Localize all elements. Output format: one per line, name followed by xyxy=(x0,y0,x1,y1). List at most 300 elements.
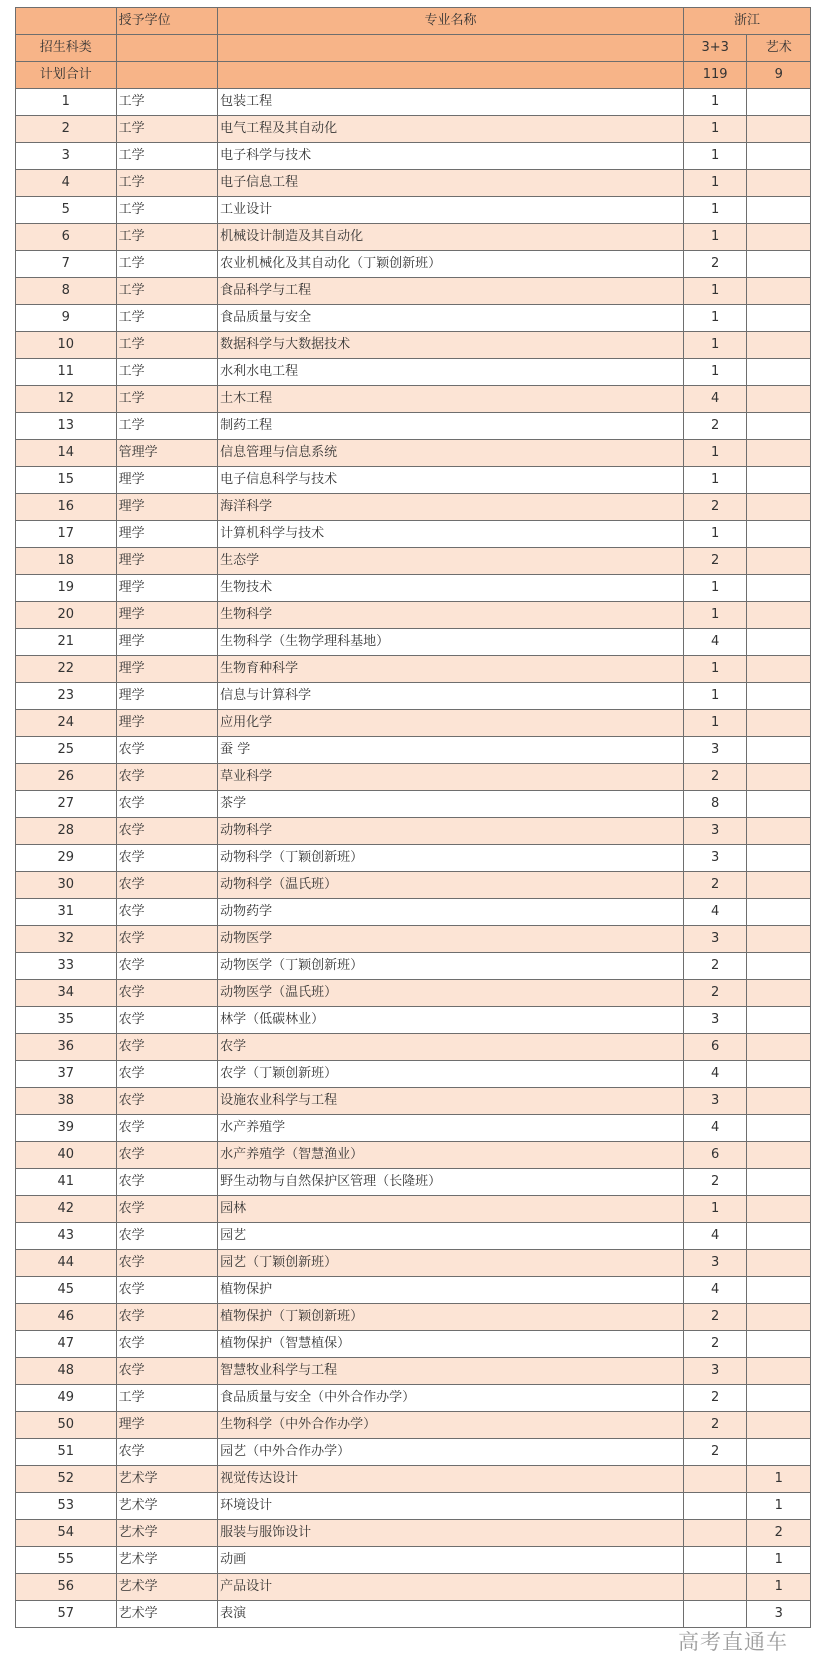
row-number-cell: 20 xyxy=(16,602,117,629)
row-degree-cell: 管理学 xyxy=(116,440,218,467)
row-major-cell: 食品科学与工程 xyxy=(218,278,684,305)
table-row xyxy=(16,1331,811,1358)
row-degree-cell: 工学 xyxy=(116,143,218,170)
table-row xyxy=(16,224,811,251)
row-zhejiang-count-cell: 4 xyxy=(683,1115,747,1142)
watermark-text: 高考直通车 xyxy=(678,1630,788,1654)
row-degree-cell: 农学 xyxy=(116,899,218,926)
row-art-count-cell xyxy=(747,899,811,926)
header-total-major-cell xyxy=(218,62,684,89)
row-number-cell: 54 xyxy=(16,1520,117,1547)
header-row-degree-major xyxy=(16,8,811,35)
row-zhejiang-count-cell xyxy=(683,1493,747,1520)
row-art-count-cell xyxy=(747,521,811,548)
row-degree-cell: 理学 xyxy=(116,710,218,737)
table-row xyxy=(16,143,811,170)
table-row xyxy=(16,818,811,845)
row-degree-cell: 工学 xyxy=(116,197,218,224)
row-major-cell: 制药工程 xyxy=(218,413,684,440)
row-major-cell: 植物保护 xyxy=(218,1277,684,1304)
table-row xyxy=(16,305,811,332)
row-art-count-cell xyxy=(747,656,811,683)
row-number-cell: 30 xyxy=(16,872,117,899)
row-number-cell: 49 xyxy=(16,1385,117,1412)
row-zhejiang-count-cell xyxy=(683,1574,747,1601)
row-number-cell: 2 xyxy=(16,116,117,143)
row-major-cell: 水利水电工程 xyxy=(218,359,684,386)
row-degree-cell: 农学 xyxy=(116,737,218,764)
row-number-cell: 52 xyxy=(16,1466,117,1493)
row-number-cell: 7 xyxy=(16,251,117,278)
row-art-count-cell xyxy=(747,278,811,305)
row-art-count-cell xyxy=(747,251,811,278)
table-row xyxy=(16,1277,811,1304)
row-degree-cell: 工学 xyxy=(116,413,218,440)
row-art-count-cell xyxy=(747,980,811,1007)
row-degree-cell: 工学 xyxy=(116,278,218,305)
table-row xyxy=(16,872,811,899)
row-art-count-cell xyxy=(747,926,811,953)
row-zhejiang-count-cell: 2 xyxy=(683,413,747,440)
table-row xyxy=(16,1088,811,1115)
table-row xyxy=(16,1115,811,1142)
row-art-count-cell xyxy=(747,1358,811,1385)
row-degree-cell: 农学 xyxy=(116,980,218,1007)
table-row xyxy=(16,89,811,116)
table-row xyxy=(16,953,811,980)
table-row xyxy=(16,980,811,1007)
row-major-cell: 茶学 xyxy=(218,791,684,818)
row-major-cell: 水产养殖学 xyxy=(218,1115,684,1142)
row-number-cell: 46 xyxy=(16,1304,117,1331)
row-degree-cell: 理学 xyxy=(116,683,218,710)
row-art-count-cell xyxy=(747,1115,811,1142)
row-art-count-cell xyxy=(747,332,811,359)
row-degree-cell: 农学 xyxy=(116,1304,218,1331)
row-art-count-cell xyxy=(747,494,811,521)
row-major-cell: 食品质量与安全 xyxy=(218,305,684,332)
row-degree-cell: 农学 xyxy=(116,1088,218,1115)
row-zhejiang-count-cell: 3 xyxy=(683,1250,747,1277)
row-degree-cell: 农学 xyxy=(116,1250,218,1277)
row-degree-cell: 理学 xyxy=(116,575,218,602)
row-number-cell: 56 xyxy=(16,1574,117,1601)
row-major-cell: 林学（低碳林业） xyxy=(218,1007,684,1034)
row-degree-cell: 工学 xyxy=(116,89,218,116)
row-zhejiang-count-cell xyxy=(683,1466,747,1493)
table-row xyxy=(16,845,811,872)
row-major-cell: 生物科学（生物学理科基地） xyxy=(218,629,684,656)
table-row xyxy=(16,1304,811,1331)
row-number-cell: 55 xyxy=(16,1547,117,1574)
row-art-count-cell xyxy=(747,1250,811,1277)
row-zhejiang-count-cell: 1 xyxy=(683,332,747,359)
row-major-cell: 动物医学（温氏班） xyxy=(218,980,684,1007)
row-major-cell: 生态学 xyxy=(218,548,684,575)
row-major-cell: 动物医学（丁颖创新班） xyxy=(218,953,684,980)
row-major-cell: 园林 xyxy=(218,1196,684,1223)
row-degree-cell: 艺术学 xyxy=(116,1493,218,1520)
row-degree-cell: 农学 xyxy=(116,1034,218,1061)
row-art-count-cell xyxy=(747,305,811,332)
row-zhejiang-count-cell: 4 xyxy=(683,1277,747,1304)
row-degree-cell: 艺术学 xyxy=(116,1466,218,1493)
row-major-cell: 电气工程及其自动化 xyxy=(218,116,684,143)
row-zhejiang-count-cell xyxy=(683,1547,747,1574)
table-row xyxy=(16,197,811,224)
row-degree-cell: 农学 xyxy=(116,1007,218,1034)
row-art-count-cell xyxy=(747,845,811,872)
row-zhejiang-count-cell: 1 xyxy=(683,143,747,170)
row-art-count-cell: 1 xyxy=(747,1574,811,1601)
row-major-cell: 园艺（中外合作办学） xyxy=(218,1439,684,1466)
row-number-cell: 47 xyxy=(16,1331,117,1358)
row-degree-cell: 工学 xyxy=(116,305,218,332)
row-major-cell: 农学（丁颖创新班） xyxy=(218,1061,684,1088)
row-zhejiang-count-cell: 1 xyxy=(683,656,747,683)
table-row xyxy=(16,1574,811,1601)
table-row xyxy=(16,1169,811,1196)
row-degree-cell: 理学 xyxy=(116,548,218,575)
table-row xyxy=(16,1466,811,1493)
row-art-count-cell xyxy=(747,791,811,818)
row-major-cell: 计算机科学与技术 xyxy=(218,521,684,548)
row-degree-cell: 农学 xyxy=(116,953,218,980)
row-major-cell: 动物医学 xyxy=(218,926,684,953)
row-zhejiang-count-cell: 3 xyxy=(683,1358,747,1385)
row-number-cell: 22 xyxy=(16,656,117,683)
table-row xyxy=(16,494,811,521)
row-art-count-cell xyxy=(747,1439,811,1466)
row-degree-cell: 理学 xyxy=(116,494,218,521)
row-degree-cell: 工学 xyxy=(116,332,218,359)
row-major-cell: 服装与服饰设计 xyxy=(218,1520,684,1547)
row-major-cell: 视觉传达设计 xyxy=(218,1466,684,1493)
row-zhejiang-count-cell: 6 xyxy=(683,1142,747,1169)
row-art-count-cell xyxy=(747,467,811,494)
table-row xyxy=(16,656,811,683)
header-total-zj: 119 xyxy=(683,62,747,89)
row-degree-cell: 农学 xyxy=(116,764,218,791)
row-art-count-cell xyxy=(747,1142,811,1169)
row-art-count-cell xyxy=(747,548,811,575)
header-major-label: 专业名称 xyxy=(218,8,684,35)
row-degree-cell: 工学 xyxy=(116,386,218,413)
row-number-cell: 35 xyxy=(16,1007,117,1034)
row-number-cell: 48 xyxy=(16,1358,117,1385)
row-zhejiang-count-cell: 2 xyxy=(683,251,747,278)
row-major-cell: 生物育种科学 xyxy=(218,656,684,683)
table-row xyxy=(16,1520,811,1547)
table-row xyxy=(16,1385,811,1412)
row-number-cell: 3 xyxy=(16,143,117,170)
row-number-cell: 34 xyxy=(16,980,117,1007)
row-number-cell: 36 xyxy=(16,1034,117,1061)
table-row xyxy=(16,1061,811,1088)
row-number-cell: 53 xyxy=(16,1493,117,1520)
row-number-cell: 8 xyxy=(16,278,117,305)
row-zhejiang-count-cell: 1 xyxy=(683,467,747,494)
table-row xyxy=(16,575,811,602)
row-art-count-cell: 1 xyxy=(747,1493,811,1520)
row-degree-cell: 理学 xyxy=(116,629,218,656)
row-number-cell: 39 xyxy=(16,1115,117,1142)
row-zhejiang-count-cell: 2 xyxy=(683,1331,747,1358)
header-total-degree-cell xyxy=(116,62,218,89)
row-zhejiang-count-cell: 2 xyxy=(683,1304,747,1331)
row-major-cell: 应用化学 xyxy=(218,710,684,737)
row-major-cell: 电子信息工程 xyxy=(218,170,684,197)
row-zhejiang-count-cell: 1 xyxy=(683,170,747,197)
row-degree-cell: 艺术学 xyxy=(116,1547,218,1574)
row-degree-cell: 农学 xyxy=(116,818,218,845)
header-category-major-cell xyxy=(218,35,684,62)
row-zhejiang-count-cell: 6 xyxy=(683,1034,747,1061)
row-number-cell: 51 xyxy=(16,1439,117,1466)
row-degree-cell: 理学 xyxy=(116,521,218,548)
row-major-cell: 产品设计 xyxy=(218,1574,684,1601)
row-zhejiang-count-cell: 3 xyxy=(683,845,747,872)
row-art-count-cell xyxy=(747,143,811,170)
row-zhejiang-count-cell: 2 xyxy=(683,1169,747,1196)
table-row xyxy=(16,764,811,791)
row-zhejiang-count-cell: 2 xyxy=(683,548,747,575)
row-major-cell: 表演 xyxy=(218,1601,684,1628)
row-number-cell: 45 xyxy=(16,1277,117,1304)
row-major-cell: 智慧牧业科学与工程 xyxy=(218,1358,684,1385)
row-number-cell: 15 xyxy=(16,467,117,494)
row-zhejiang-count-cell: 1 xyxy=(683,197,747,224)
table-body xyxy=(16,8,811,1628)
row-degree-cell: 农学 xyxy=(116,1061,218,1088)
row-number-cell: 40 xyxy=(16,1142,117,1169)
row-zhejiang-count-cell: 1 xyxy=(683,521,747,548)
table-row xyxy=(16,1358,811,1385)
row-number-cell: 11 xyxy=(16,359,117,386)
row-major-cell: 蚕 学 xyxy=(218,737,684,764)
admission-plan-table xyxy=(15,7,811,1628)
row-number-cell: 31 xyxy=(16,899,117,926)
row-zhejiang-count-cell: 1 xyxy=(683,602,747,629)
row-art-count-cell xyxy=(747,737,811,764)
row-major-cell: 园艺 xyxy=(218,1223,684,1250)
row-art-count-cell xyxy=(747,872,811,899)
row-number-cell: 26 xyxy=(16,764,117,791)
row-zhejiang-count-cell: 3 xyxy=(683,926,747,953)
row-major-cell: 信息与计算科学 xyxy=(218,683,684,710)
row-major-cell: 包装工程 xyxy=(218,89,684,116)
header-category-zj: 3+3 xyxy=(683,35,747,62)
row-zhejiang-count-cell: 1 xyxy=(683,359,747,386)
row-zhejiang-count-cell: 1 xyxy=(683,224,747,251)
row-number-cell: 57 xyxy=(16,1601,117,1628)
row-number-cell: 23 xyxy=(16,683,117,710)
table-row xyxy=(16,440,811,467)
row-art-count-cell xyxy=(747,1304,811,1331)
table-row xyxy=(16,251,811,278)
row-major-cell: 草业科学 xyxy=(218,764,684,791)
row-number-cell: 19 xyxy=(16,575,117,602)
row-degree-cell: 理学 xyxy=(116,1412,218,1439)
row-major-cell: 动物科学（温氏班） xyxy=(218,872,684,899)
row-zhejiang-count-cell: 3 xyxy=(683,1088,747,1115)
header-row-total xyxy=(16,62,811,89)
row-degree-cell: 农学 xyxy=(116,1439,218,1466)
row-zhejiang-count-cell: 1 xyxy=(683,575,747,602)
table-row xyxy=(16,1439,811,1466)
row-art-count-cell xyxy=(747,1061,811,1088)
table-row xyxy=(16,521,811,548)
row-number-cell: 14 xyxy=(16,440,117,467)
table-row xyxy=(16,1007,811,1034)
row-number-cell: 6 xyxy=(16,224,117,251)
row-art-count-cell xyxy=(747,1169,811,1196)
table-row xyxy=(16,548,811,575)
row-number-cell: 43 xyxy=(16,1223,117,1250)
table-row xyxy=(16,1547,811,1574)
row-art-count-cell xyxy=(747,1385,811,1412)
row-number-cell: 44 xyxy=(16,1250,117,1277)
row-number-cell: 24 xyxy=(16,710,117,737)
row-number-cell: 16 xyxy=(16,494,117,521)
row-number-cell: 29 xyxy=(16,845,117,872)
row-zhejiang-count-cell: 1 xyxy=(683,683,747,710)
table-row xyxy=(16,1412,811,1439)
row-major-cell: 野生动物与自然保护区管理（长隆班） xyxy=(218,1169,684,1196)
table-row xyxy=(16,899,811,926)
table-row xyxy=(16,629,811,656)
row-art-count-cell xyxy=(747,953,811,980)
row-number-cell: 4 xyxy=(16,170,117,197)
row-zhejiang-count-cell: 4 xyxy=(683,1061,747,1088)
table-row xyxy=(16,602,811,629)
row-major-cell: 数据科学与大数据技术 xyxy=(218,332,684,359)
row-zhejiang-count-cell: 1 xyxy=(683,278,747,305)
header-category-art: 艺术 xyxy=(747,35,811,62)
row-number-cell: 1 xyxy=(16,89,117,116)
row-major-cell: 工业设计 xyxy=(218,197,684,224)
table-row xyxy=(16,710,811,737)
row-major-cell: 土木工程 xyxy=(218,386,684,413)
row-art-count-cell xyxy=(747,602,811,629)
row-art-count-cell xyxy=(747,1007,811,1034)
table-row xyxy=(16,332,811,359)
row-major-cell: 植物保护（丁颖创新班） xyxy=(218,1304,684,1331)
row-degree-cell: 工学 xyxy=(116,116,218,143)
row-art-count-cell xyxy=(747,1088,811,1115)
row-art-count-cell xyxy=(747,197,811,224)
row-degree-cell: 农学 xyxy=(116,791,218,818)
row-number-cell: 13 xyxy=(16,413,117,440)
row-degree-cell: 农学 xyxy=(116,926,218,953)
row-major-cell: 动物科学 xyxy=(218,818,684,845)
table-row xyxy=(16,1223,811,1250)
row-zhejiang-count-cell: 4 xyxy=(683,1223,747,1250)
header-category-degree-cell xyxy=(116,35,218,62)
row-degree-cell: 农学 xyxy=(116,1331,218,1358)
row-art-count-cell xyxy=(747,89,811,116)
row-zhejiang-count-cell: 3 xyxy=(683,1007,747,1034)
row-number-cell: 17 xyxy=(16,521,117,548)
row-art-count-cell xyxy=(747,440,811,467)
row-degree-cell: 农学 xyxy=(116,1277,218,1304)
row-number-cell: 32 xyxy=(16,926,117,953)
table-row xyxy=(16,1601,811,1628)
row-art-count-cell xyxy=(747,413,811,440)
row-major-cell: 生物科学（中外合作办学） xyxy=(218,1412,684,1439)
row-degree-cell: 工学 xyxy=(116,224,218,251)
table-row xyxy=(16,116,811,143)
row-major-cell: 生物技术 xyxy=(218,575,684,602)
row-art-count-cell xyxy=(747,116,811,143)
row-major-cell: 食品质量与安全（中外合作办学） xyxy=(218,1385,684,1412)
table-row xyxy=(16,170,811,197)
row-degree-cell: 工学 xyxy=(116,359,218,386)
table-row xyxy=(16,926,811,953)
row-number-cell: 18 xyxy=(16,548,117,575)
row-degree-cell: 工学 xyxy=(116,170,218,197)
row-art-count-cell xyxy=(747,1196,811,1223)
row-degree-cell: 理学 xyxy=(116,602,218,629)
row-zhejiang-count-cell: 1 xyxy=(683,116,747,143)
row-zhejiang-count-cell xyxy=(683,1601,747,1628)
row-degree-cell: 理学 xyxy=(116,467,218,494)
row-degree-cell: 农学 xyxy=(116,1223,218,1250)
row-zhejiang-count-cell: 4 xyxy=(683,386,747,413)
row-art-count-cell xyxy=(747,170,811,197)
row-number-cell: 9 xyxy=(16,305,117,332)
row-zhejiang-count-cell: 2 xyxy=(683,1385,747,1412)
header-row-category xyxy=(16,35,811,62)
row-number-cell: 12 xyxy=(16,386,117,413)
table-row xyxy=(16,683,811,710)
row-degree-cell: 农学 xyxy=(116,1196,218,1223)
row-major-cell: 动物科学（丁颖创新班） xyxy=(218,845,684,872)
table-row xyxy=(16,413,811,440)
table-row xyxy=(16,1142,811,1169)
row-major-cell: 电子科学与技术 xyxy=(218,143,684,170)
row-major-cell: 农业机械化及其自动化（丁颖创新班） xyxy=(218,251,684,278)
row-number-cell: 21 xyxy=(16,629,117,656)
row-zhejiang-count-cell: 8 xyxy=(683,791,747,818)
row-major-cell: 水产养殖学（智慧渔业） xyxy=(218,1142,684,1169)
row-zhejiang-count-cell: 2 xyxy=(683,764,747,791)
row-art-count-cell xyxy=(747,818,811,845)
row-major-cell: 电子信息科学与技术 xyxy=(218,467,684,494)
row-degree-cell: 农学 xyxy=(116,1142,218,1169)
row-major-cell: 海洋科学 xyxy=(218,494,684,521)
row-number-cell: 37 xyxy=(16,1061,117,1088)
row-zhejiang-count-cell: 3 xyxy=(683,737,747,764)
row-zhejiang-count-cell: 2 xyxy=(683,953,747,980)
row-art-count-cell xyxy=(747,1034,811,1061)
row-art-count-cell xyxy=(747,1412,811,1439)
row-zhejiang-count-cell: 4 xyxy=(683,629,747,656)
row-art-count-cell xyxy=(747,575,811,602)
row-zhejiang-count-cell: 1 xyxy=(683,710,747,737)
row-zhejiang-count-cell: 1 xyxy=(683,440,747,467)
row-zhejiang-count-cell: 2 xyxy=(683,494,747,521)
table-row xyxy=(16,1250,811,1277)
header-total-art: 9 xyxy=(747,62,811,89)
row-degree-cell: 农学 xyxy=(116,1115,218,1142)
header-corner-cell xyxy=(16,8,117,35)
row-major-cell: 园艺（丁颖创新班） xyxy=(218,1250,684,1277)
row-number-cell: 10 xyxy=(16,332,117,359)
table-row xyxy=(16,1196,811,1223)
table-row xyxy=(16,737,811,764)
row-art-count-cell xyxy=(747,1331,811,1358)
